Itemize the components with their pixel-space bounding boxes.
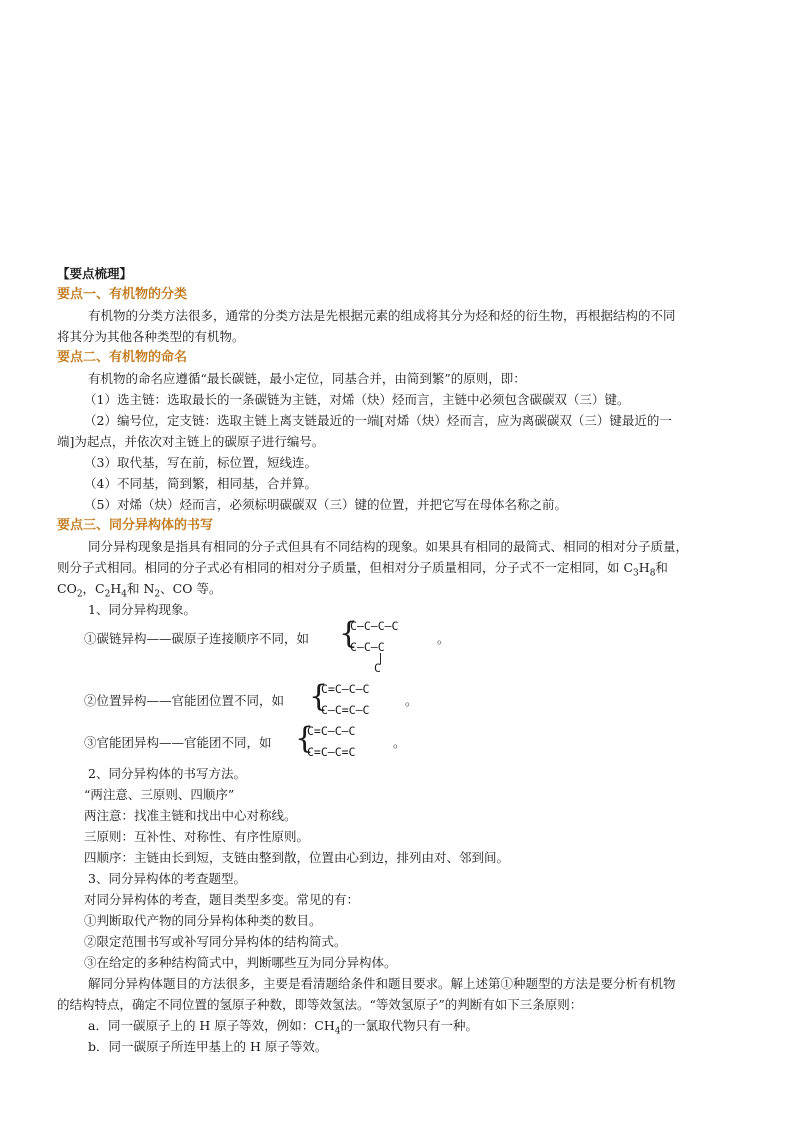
isomer-3-chain-1: C=C—C—C <box>307 724 356 738</box>
section2-intro: 有机物的命名应遵循“最长碳链，最小定位，同基合并，由简到繁”的原则，即： <box>88 371 526 386</box>
isomer-example-1-label: ①碳链异构——碳原子连接顺序不同，如 <box>84 631 310 646</box>
isomer-1-chain-1: C—C—C—C <box>350 619 399 633</box>
isomer-example-1-end: 。 <box>437 631 450 646</box>
subsection-3: 3、同分异构体的考查题型。 <box>88 871 246 886</box>
section1-paragraph-line2: 将其分为其他各种类型的有机物。 <box>57 329 245 344</box>
section3-paragraph-line2: 则分子式相同。相同的分子式必有相同的相对分子质量，但相对分子质量相同，分子式不一定相同，如 $C_3H_8$和 <box>57 560 668 579</box>
brace-2: { <box>309 679 329 714</box>
naming-rule-1: （1）选主链：选取最长的一条碳链为主链，对烯（炔）烃而言，主链中必须包含碳碳双（三）键。 <box>84 392 630 407</box>
note-three-principles: 三原则：互补性、对称性、有序性原则。 <box>84 829 310 844</box>
question-type-2: ②限定范围书写或补写同分异构体的结构简式。 <box>84 934 347 949</box>
brace-1: { <box>339 616 359 651</box>
naming-rule-5: （5）对烯（炔）烃而言，必须标明碳碳双（三）键的位置，并把它写在母体名称之前。 <box>84 497 567 512</box>
isomer-2-chain-2: C—C=C—C <box>321 703 370 717</box>
naming-rule-3: （3）取代基，写在前，标位置，短线连。 <box>84 455 317 470</box>
question-types-intro: 对同分异构体的考查，题目类型多变。常见的有： <box>84 892 360 907</box>
isomer-example-3-end: 。 <box>393 735 406 750</box>
section3-heading: 要点三、同分异构体的书写 <box>57 518 214 533</box>
naming-rule-2-line1: （2）编号位，定支链：选取主链上离支链最近的一端[对烯（炔）烃而言，应为离碳碳双（三）键最近的一 <box>84 413 672 428</box>
page-title: 【要点梳理】 <box>57 266 133 281</box>
brace-3: { <box>295 721 315 756</box>
isomer-3-chain-2: C=C—C=C <box>307 745 356 759</box>
method-paragraph-line1: 解同分异构体题目的方法很多，主要是看清题给条件和题目要求。解上述第①种题型的方法是要分析有机物 <box>88 976 676 991</box>
question-type-3: ③在给定的多种结构简式中，判断哪些互为同分异构体。 <box>84 955 397 970</box>
section1-heading: 要点一、有机物的分类 <box>57 287 188 302</box>
method-paragraph-line2: 的结构特点，确定不同位置的氢原子种数，即等效氢法。“等效氢原子”的判断有如下三条原则： <box>57 997 583 1012</box>
isomer-2-chain-1: C=C—C—C <box>321 682 370 696</box>
subsection-2: 2、同分异构体的书写方法。 <box>88 766 246 781</box>
question-type-1: ①判断取代产物的同分异构体种类的数目。 <box>84 913 322 928</box>
equivalent-h-rule-a: a．同一碳原子上的 H 原子等效，例如：$CH_4$的一氯取代物只有一种。 <box>88 1018 479 1037</box>
naming-rule-4: （4）不同基，简到繁，相同基，合并算。 <box>84 476 317 491</box>
equivalent-h-rule-b: b．同一碳原子所连甲基上的 H 原子等效。 <box>88 1039 328 1054</box>
section3-paragraph-line1: 同分异构现象是指具有相同的分子式但具有不同结构的现象。如果具有相同的最简式、相同的相对分子质量， <box>88 539 689 554</box>
isomer-example-2-end: 。 <box>405 693 418 708</box>
section1-paragraph-line1: 有机物的分类方法很多，通常的分类方法是先根据元素的组成将其分为烃和烃的衍生物，再根据结构的不同 <box>88 308 676 323</box>
isomer-1-chain-2: C—C—C <box>350 640 385 654</box>
note-four-orders: 四顺序：主链由长到短，支链由整到散，位置由心到边，排列由对、邻到间。 <box>84 850 510 865</box>
section3-paragraph-line3: $CO_2$，$C_2H_4$和 $N_2$、CO 等。 <box>57 581 222 600</box>
note-two-attentions: 两注意：找准主链和找出中心对称线。 <box>84 808 297 823</box>
section2-heading: 要点二、有机物的命名 <box>57 350 188 365</box>
naming-rule-2-line2: 端]为起点，并依次对主链上的碳原子进行编号。 <box>57 434 325 449</box>
writing-principles-quote: “两注意、三原则、四顺序” <box>84 787 235 802</box>
isomer-example-2-label: ②位置异构——官能团位置不同，如 <box>84 693 285 708</box>
subsection-1: 1、同分异构现象。 <box>88 602 196 617</box>
isomer-1-branch-bond: | <box>377 651 384 665</box>
isomer-example-3-label: ③官能团异构——官能团不同，如 <box>84 735 272 750</box>
isomer-1-branch: C <box>374 661 381 675</box>
